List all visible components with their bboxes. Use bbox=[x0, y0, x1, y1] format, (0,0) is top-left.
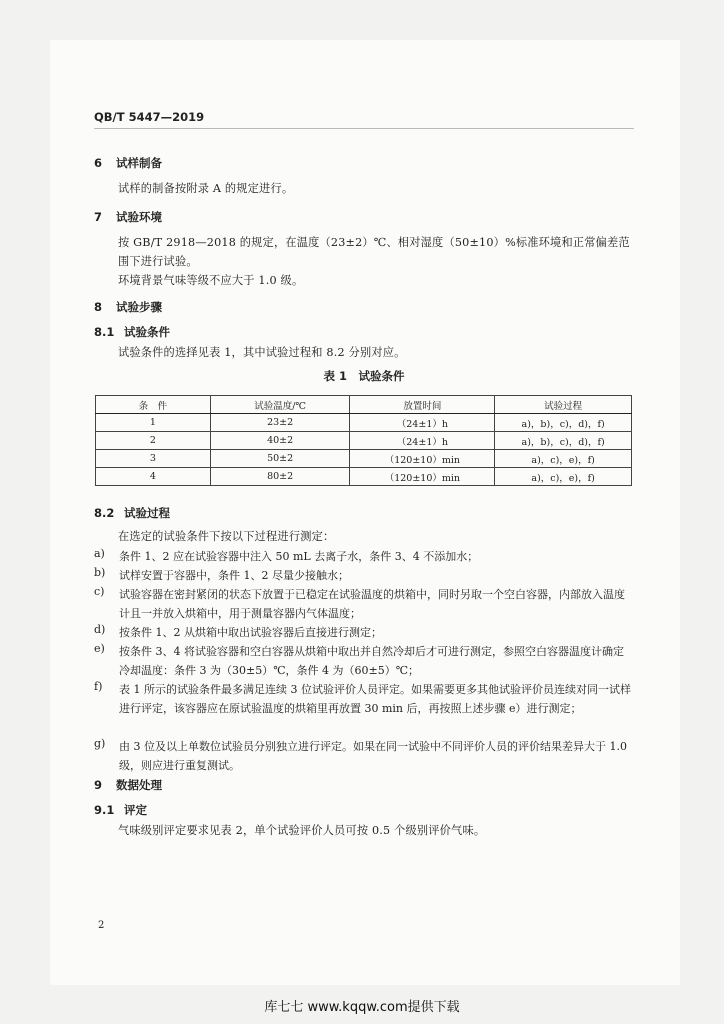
section-number: 8.2 bbox=[94, 506, 115, 520]
list-item-label: d) bbox=[94, 623, 106, 636]
table-header-row bbox=[96, 396, 632, 414]
table-cell: 23±2 bbox=[210, 414, 350, 432]
list-item-text: 表 1 所示的试验条件最多满足连续 3 位试验评价人员评定。如果需要更多其他试验评价员连续对同一试样进行评定，该容器应在原试验温度的烘箱里再放置 30 min 后，再按照上述步骤 e）进行测定； bbox=[119, 683, 631, 715]
list-item-label: b) bbox=[94, 566, 106, 579]
list-item-label: a) bbox=[94, 547, 105, 560]
table-cell: （120±10）min bbox=[350, 468, 495, 486]
section-6-text: 试样的制备按附录 A 的规定进行。 bbox=[118, 182, 294, 195]
list-item-label: f) bbox=[94, 680, 103, 693]
section-7-text-line2: 围下进行试验。 bbox=[118, 255, 198, 268]
list-item-text: 条件 1、2 应在试验容器中注入 50 mL 去离子水，条件 3、4 不添加水； bbox=[119, 550, 479, 563]
standard-code-header: QB/T 5447—2019 bbox=[94, 110, 205, 124]
section-9-heading bbox=[94, 777, 162, 793]
page-number: 2 bbox=[98, 920, 105, 931]
section-number: 8.1 bbox=[94, 325, 115, 339]
section-number: 9 bbox=[94, 778, 103, 792]
table-cell: （120±10）min bbox=[350, 450, 495, 468]
table-cell: 4 bbox=[96, 468, 211, 486]
section-8-1-heading bbox=[94, 324, 170, 340]
download-footer: 库七七 www.kqqw.com提供下载 bbox=[264, 1000, 460, 1015]
section-number: 8 bbox=[94, 300, 103, 314]
section-number: 6 bbox=[94, 156, 103, 170]
column-header: 条 件 bbox=[96, 396, 211, 414]
table-row bbox=[96, 468, 632, 486]
section-7-heading bbox=[94, 209, 162, 225]
table-cell: 3 bbox=[96, 450, 211, 468]
table-row bbox=[96, 414, 632, 432]
table-1-caption: 表 1 试验条件 bbox=[323, 369, 405, 383]
table-cell: a)，b)，c)，d)，f) bbox=[495, 414, 632, 432]
section-8-1-text: 试验条件的选择见表 1，其中试验过程和 8.2 分别对应。 bbox=[118, 346, 406, 359]
table-cell: 50±2 bbox=[210, 450, 350, 468]
table-cell: a)，c)，e)，f) bbox=[495, 450, 632, 468]
table-row bbox=[96, 450, 632, 468]
table-cell: 2 bbox=[96, 432, 211, 450]
table-cell: 40±2 bbox=[210, 432, 350, 450]
table-cell: 80±2 bbox=[210, 468, 350, 486]
list-item-text: 试样安置于容器中，条件 1、2 尽量少接触水； bbox=[119, 569, 349, 582]
section-9-1-heading bbox=[94, 802, 147, 818]
table-row bbox=[96, 432, 632, 450]
table-cell: a)，c)，e)，f) bbox=[495, 468, 632, 486]
list-item-label: e) bbox=[94, 642, 105, 655]
list-item-text: 由 3 位及以上单数位试验员分别独立进行评定。如果在同一试验中不同评价人员的评价结果差异大于 1.0 级，则应进行重复测试。 bbox=[119, 740, 627, 772]
section-number: 7 bbox=[94, 210, 103, 224]
section-8-2-heading bbox=[94, 505, 170, 521]
column-header: 试验过程 bbox=[495, 396, 632, 414]
section-8-2-intro: 在选定的试验条件下按以下过程进行测定： bbox=[118, 530, 335, 543]
list-item-text: 按条件 3、4 将试验容器和空白容器从烘箱中取出并自然冷却后才可进行测定，参照空白容器温度计确定冷却温度：条件 3 为（30±5）℃，条件 4 为（60±5）℃； bbox=[119, 645, 624, 677]
section-title: 试验环境 bbox=[116, 210, 162, 224]
section-9-1-text: 气味级别评定要求见表 2，单个试验评价人员可按 0.5 个级别评价气味。 bbox=[118, 824, 486, 837]
list-item-label: g) bbox=[94, 737, 106, 750]
section-title: 评定 bbox=[124, 803, 147, 817]
section-7-text-line1: 按 GB/T 2918—2018 的规定，在温度（23±2）℃、相对湿度（50±10）%标准环境和正常偏差范 bbox=[118, 236, 630, 249]
list-item-text: 按条件 1、2 从烘箱中取出试验容器后直接进行测定； bbox=[119, 626, 382, 639]
section-title: 数据处理 bbox=[116, 778, 162, 792]
section-8-heading bbox=[94, 299, 162, 315]
test-conditions-table bbox=[95, 395, 632, 486]
table-cell: （24±1）h bbox=[350, 414, 495, 432]
column-header: 试验温度/℃ bbox=[210, 396, 350, 414]
list-item-text: 试验容器在密封紧闭的状态下放置于已稳定在试验温度的烘箱中，同时另取一个空白容器，内部放入温度计且一并放入烘箱中，用于测量容器内气体温度； bbox=[119, 588, 625, 620]
section-title: 试验条件 bbox=[124, 325, 170, 339]
column-header: 放置时间 bbox=[350, 396, 495, 414]
section-title: 试样制备 bbox=[116, 156, 162, 170]
table-cell: （24±1）h bbox=[350, 432, 495, 450]
section-7-text-2: 环境背景气味等级不应大于 1.0 级。 bbox=[118, 274, 304, 287]
section-number: 9.1 bbox=[94, 803, 115, 817]
section-title: 试验步骤 bbox=[116, 300, 162, 314]
header-rule bbox=[94, 128, 634, 129]
section-6-heading bbox=[94, 155, 162, 171]
table-cell: 1 bbox=[96, 414, 211, 432]
list-item-label: c) bbox=[94, 585, 105, 598]
table-cell: a)，b)，c)，d)，f) bbox=[495, 432, 632, 450]
section-title: 试验过程 bbox=[124, 506, 170, 520]
